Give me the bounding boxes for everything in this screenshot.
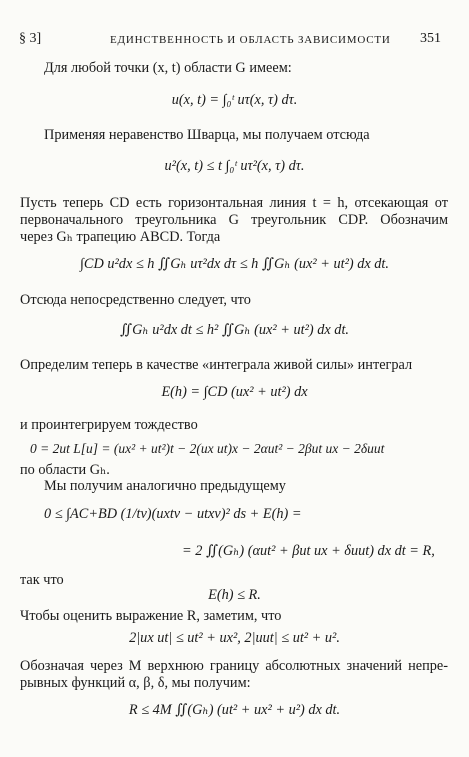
paragraph-3-line-1: Пусть теперь CD есть горизонтальная линия t = h, отсекающая от: [20, 195, 448, 211]
equation-4: ∬Gₕ u²dx dt ≤ h² ∬Gₕ (ux² + ut²) dx dt.: [120, 322, 349, 338]
section-marker: § 3]: [19, 31, 42, 46]
equation-11: R ≤ 4M ∬(Gₕ) (ut² + ux² + u²) dx dt.: [128, 702, 341, 718]
paragraph-6: и проинтегрируем тождество: [20, 417, 198, 433]
paragraph-11-line-1: Обозначая через M верхнюю границу абсолютных значений непре-: [20, 658, 448, 674]
equation-3: ∫CD u²dx ≤ h ∬Gₕ uτ²dx dτ ≤ h ∬Gₕ (ux² + ut²) dx dt.: [80, 256, 389, 272]
equation-8: = 2 ∬(Gₕ) (αut² + βut ux + δuut) dx dt = R,: [182, 543, 435, 559]
paragraph-7: по области Gₕ.: [20, 462, 110, 478]
paragraph-11-line-2: рывных функций α, β, δ, мы получим:: [20, 675, 251, 691]
equation-5: E(h) = ∫CD (ux² + ut²) dx: [161, 384, 308, 400]
paragraph-4: Отсюда непосредственно следует, что: [20, 292, 251, 308]
paragraph-10: Чтобы оценить выражение R, заметим, что: [20, 608, 282, 624]
page-number: 351: [420, 31, 441, 46]
equation-6: 0 = 2ut L[u] = (ux² + ut²)t − 2(ux ut)x − 2αut² − 2βut ux − 2δuut: [30, 441, 385, 456]
paragraph-3-line-3: через Gₕ трапецию ABCD. Тогда: [20, 229, 221, 245]
equation-7: 0 ≤ ∫AC+BD (1/tν)(uxtν − utxν)² ds + E(h) =: [44, 506, 302, 522]
paragraph-9: так что: [20, 572, 64, 588]
equation-9: E(h) ≤ R.: [208, 587, 261, 603]
paragraph-1: Для любой точки (x, t) области G имеем:: [44, 60, 292, 76]
running-title: ЕДИНСТВЕННОСТЬ И ОБЛАСТЬ ЗАВИСИМОСТИ: [110, 34, 391, 46]
paragraph-3-line-2: первоначального треугольника G треугольник CDP. Обозначим: [20, 212, 448, 228]
paragraph-2: Применяя неравенство Шварца, мы получаем отсюда: [44, 127, 370, 143]
equation-1: u(x, t) = ∫₀ᵗ uτ(x, τ) dτ.: [171, 92, 298, 108]
equation-10: 2|ux ut| ≤ ut² + ux², 2|uut| ≤ ut² + u².: [129, 630, 340, 646]
equation-2: u²(x, t) ≤ t ∫₀ᵗ uτ²(x, τ) dτ.: [164, 158, 305, 174]
paragraph-8: Мы получим аналогично предыдущему: [44, 478, 286, 494]
paragraph-5: Определим теперь в качестве «интеграла живой силы» интеграл: [20, 357, 413, 373]
